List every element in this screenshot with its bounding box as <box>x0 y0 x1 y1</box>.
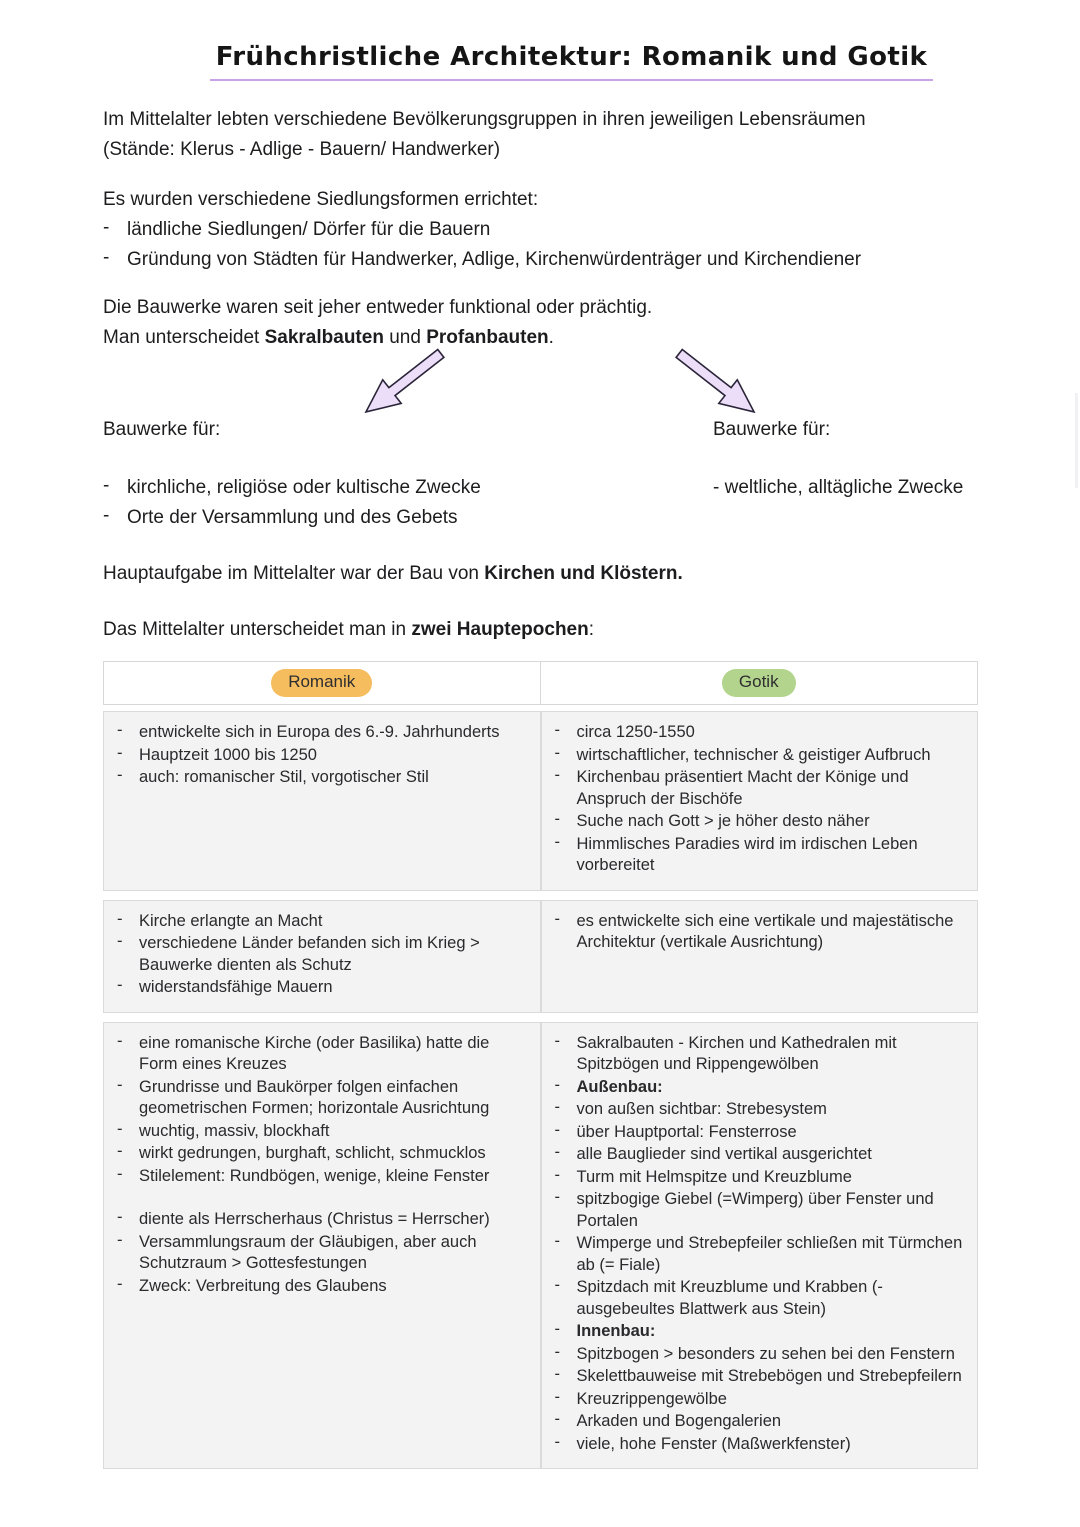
list-item-text: Wimperge und Strebepfeiler schließen mit Türmchen ab (= Fiale) <box>576 1234 963 1274</box>
list-item-text: Hauptzeit 1000 bis 1250 <box>139 745 317 764</box>
list-item <box>555 1321 965 1343</box>
dash-bullet: - <box>554 1075 560 1094</box>
list-item <box>117 1276 527 1298</box>
dash-bullet: - <box>117 1230 123 1249</box>
table-header-row <box>103 661 978 705</box>
dash-bullet: - <box>554 909 560 928</box>
dash-bullet: - <box>554 1232 560 1250</box>
list-item-text: Himmlisches Paradies wird im irdischen Leben vorbereitet <box>576 834 918 874</box>
page-edge-artifact <box>1075 393 1078 488</box>
list-item <box>555 1344 965 1366</box>
dash-bullet: - <box>117 1075 123 1094</box>
list-item <box>555 722 965 744</box>
intro-line-1: Im Mittelalter lebten verschiedene Bevölkerungsgruppen in ihren jeweiligen Lebensräumen <box>103 109 866 130</box>
down-left-arrow-icon <box>355 341 450 425</box>
arrow-annotations <box>103 355 1040 415</box>
list-item <box>555 1099 965 1121</box>
table-header-gotik <box>541 661 979 705</box>
list-item-text: Zweck: Verbreitung des Glaubens <box>139 1276 387 1295</box>
dash-bullet: - <box>554 1165 560 1184</box>
dash-bullet: - <box>103 217 110 238</box>
list-item-text: Spitzdach mit Kreuzblume und Krabben (-ausgebeultes Blattwerk aus Stein) <box>576 1278 883 1318</box>
title-row <box>103 0 1040 81</box>
dash-bullet: - <box>117 766 123 784</box>
dash-bullet: - <box>117 1031 123 1050</box>
bold-text: Kirchen und Klöstern. <box>484 563 683 584</box>
list-item-text: verschiedene Länder befanden sich im Krieg > Bauwerke dienten als Schutz <box>139 934 480 974</box>
list-item <box>117 1209 527 1231</box>
list-item-text: Arkaden und Bogengalerien <box>576 1412 782 1430</box>
list-item <box>117 911 527 933</box>
dash-bullet: - <box>554 1387 560 1406</box>
list-item <box>117 1121 527 1143</box>
list-item-text: Stilelement: Rundbögen, wenige, kleine Fenster <box>139 1166 490 1185</box>
list-item <box>555 1122 965 1144</box>
table-cell-left <box>103 900 541 1013</box>
dash-bullet: - <box>554 743 560 762</box>
table-cell-left <box>103 1022 541 1470</box>
bold-text: Sakralbauten <box>264 327 384 348</box>
list-item <box>117 722 527 744</box>
dash-bullet: - <box>554 1120 560 1139</box>
dash-bullet: - <box>554 1320 560 1338</box>
list-item-text: Kirche erlangte an Macht <box>139 911 323 930</box>
buildings-line-2: Man unterscheidet Sakralbauten und Profanbauten. <box>103 327 554 348</box>
list-item <box>555 745 965 767</box>
dash-bullet: - <box>103 247 110 268</box>
epochs-line: Das Mittelalter unterscheidet man in zwei Hauptepochen: <box>103 619 595 640</box>
bold-text: zwei Hauptepochen <box>411 619 589 640</box>
list-item <box>555 1077 965 1099</box>
dash-bullet: - <box>554 1098 560 1116</box>
dash-bullet: - <box>117 976 123 994</box>
list-item-text: Außenbau: <box>576 1077 663 1096</box>
intro-paragraph <box>103 105 983 165</box>
dash-bullet: - <box>554 1188 560 1206</box>
dash-bullet: - <box>117 1119 123 1138</box>
list-item-text: auch: romanischer Stil, vorgotischer Stil <box>139 768 429 786</box>
list-item-text: wirtschaftlicher, technischer & geistiger Aufbruch <box>576 745 931 764</box>
list-item-text: ländliche Siedlungen/ Dörfer für die Bauern <box>127 219 491 240</box>
list-item-text: es entwickelte sich eine vertikale und majestätische Architektur (vertikale Ausrichtung) <box>576 911 954 951</box>
dash-bullet: - <box>117 721 123 739</box>
list-item-text: Spitzbogen > besonders zu sehen bei den Fenstern <box>576 1344 955 1363</box>
down-right-arrow-icon <box>669 341 764 425</box>
table-cell-right <box>541 711 979 891</box>
dash-bullet: - <box>554 1143 560 1161</box>
list-item <box>555 911 965 954</box>
list-item <box>555 1167 965 1189</box>
list-item <box>555 1233 965 1276</box>
profanbauten-column <box>713 415 1043 503</box>
list-item-text: Skelettbauweise mit Strebebögen und Strebepfeilern <box>576 1367 962 1385</box>
list-item <box>117 1166 527 1188</box>
list-item <box>117 1143 527 1165</box>
list-item <box>555 834 965 877</box>
list-item <box>117 767 527 789</box>
list-item-text: Versammlungsraum der Gläubigen, aber auch Schutzraum > Gottesfestungen <box>139 1232 477 1272</box>
list-item-text: über Hauptportal: Fensterrose <box>576 1122 797 1141</box>
settlements-section <box>103 185 1040 275</box>
list-item <box>117 977 527 999</box>
table-cell-left <box>103 711 541 891</box>
dash-bullet: - <box>117 1208 123 1226</box>
bold-text: Profanbauten <box>426 327 549 348</box>
list-item-text: spitzbogige Giebel (=Wimperg) über Fenster und Portalen <box>576 1190 934 1230</box>
list-item <box>117 933 527 976</box>
settlements-lead: Es wurden verschiedene Siedlungsformen errichtet: <box>103 189 539 210</box>
list-item <box>555 811 965 833</box>
romanik-badge: Romanik <box>271 669 372 697</box>
list-item-text: Grundrisse und Baukörper folgen einfachen geometrischen Formen; horizontale Ausrichtung <box>139 1077 490 1117</box>
list-item-text: Turm mit Helmspitze und Kreuzblume <box>576 1167 852 1186</box>
table-header-romanik <box>103 661 541 705</box>
list-item-text: wirkt gedrungen, burghaft, schlicht, schmucklos <box>139 1144 486 1162</box>
dash-bullet: - <box>554 1410 560 1428</box>
dash-bullet: - <box>117 743 123 762</box>
list-item <box>103 503 1040 533</box>
list-item <box>103 245 1040 275</box>
list-item <box>555 1389 965 1411</box>
list-item <box>103 215 1040 245</box>
dash-bullet: - <box>117 1274 123 1293</box>
list-item-text: Suche nach Gott > je höher desto näher <box>576 812 870 830</box>
list-item-text: entwickelte sich in Europa des 6.-9. Jahrhunderts <box>139 723 500 741</box>
profanbauten-heading: Bauwerke für: <box>713 419 831 440</box>
dash-bullet: - <box>554 1432 560 1451</box>
profanbauten-item: - weltliche, alltägliche Zwecke <box>713 477 964 498</box>
list-item <box>555 1277 965 1320</box>
dash-bullet: - <box>554 721 560 739</box>
list-item-text: Orte der Versammlung und des Gebets <box>127 507 458 528</box>
dash-bullet: - <box>103 505 110 526</box>
dash-bullet: - <box>554 1342 560 1361</box>
list-item-text: alle Bauglieder sind vertikal ausgerichtet <box>576 1145 872 1163</box>
dash-bullet: - <box>554 1365 560 1383</box>
list-item <box>555 1366 965 1388</box>
list-item-text: circa 1250-1550 <box>576 723 695 741</box>
list-item <box>117 1232 527 1275</box>
dash-bullet: - <box>554 766 560 784</box>
list-item-text: kirchliche, religiöse oder kultische Zwecke <box>127 477 481 498</box>
dash-bullet: - <box>554 810 560 828</box>
split-columns <box>103 415 1040 645</box>
list-item <box>555 1189 965 1232</box>
list-gap <box>117 1188 527 1209</box>
list-item <box>555 767 965 810</box>
list-item <box>117 1077 527 1120</box>
list-item-text: Kirchenbau präsentiert Macht der Könige und Anspruch der Bischöfe <box>576 768 909 808</box>
table-cell-right <box>541 900 979 1013</box>
list-item <box>555 1033 965 1076</box>
dash-bullet: - <box>554 832 560 851</box>
list-item <box>117 1033 527 1076</box>
page-title: Frühchristliche Architektur: Romanik und Gotik <box>210 42 933 81</box>
main-task-line: Hauptaufgabe im Mittelalter war der Bau von Kirchen und Klöstern. <box>103 563 683 584</box>
table-cell-right <box>541 1022 979 1470</box>
buildings-section <box>103 293 1040 353</box>
intro-line-2: (Stände: Klerus - Adlige - Bauern/ Handwerker) <box>103 139 501 160</box>
dash-bullet: - <box>117 932 123 950</box>
list-item-text: Sakralbauten - Kirchen und Kathedralen mit Spitzbögen und Rippengewölben <box>576 1033 897 1073</box>
dash-bullet: - <box>554 1031 560 1050</box>
list-item <box>555 1434 965 1456</box>
dash-bullet: - <box>103 475 110 496</box>
gotik-badge: Gotik <box>722 669 796 697</box>
dash-bullet: - <box>117 1164 123 1183</box>
list-item <box>555 1411 965 1433</box>
list-item-text: viele, hohe Fenster (Maßwerkfenster) <box>576 1434 851 1453</box>
list-item-text: eine romanische Kirche (oder Basilika) hatte die Form eines Kreuzes <box>139 1033 490 1073</box>
list-item-text: widerstandsfähige Mauern <box>139 978 333 996</box>
list-item-text: Innenbau: <box>576 1322 656 1340</box>
list-item <box>555 1144 965 1166</box>
list-item-text: Kreuzrippengewölbe <box>576 1389 727 1408</box>
dash-bullet: - <box>117 909 123 928</box>
sakralbauten-heading: Bauwerke für: <box>103 419 221 440</box>
list-item-text: diente als Herrscherhaus (Christus = Herrscher) <box>139 1210 490 1228</box>
list-item-text: Gründung von Städten für Handwerker, Adlige, Kirchenwürdenträger und Kirchendiener <box>127 249 862 270</box>
buildings-line-1: Die Bauwerke waren seit jeher entweder funktional oder prächtig. <box>103 297 653 318</box>
epochs-table <box>103 661 978 1469</box>
list-item <box>117 745 527 767</box>
list-item-text: von außen sichtbar: Strebesystem <box>576 1100 827 1118</box>
settlements-list <box>103 215 1040 275</box>
table-body <box>103 711 978 1469</box>
dash-bullet: - <box>554 1276 560 1294</box>
dash-bullet: - <box>117 1142 123 1160</box>
list-item-text: wuchtig, massiv, blockhaft <box>139 1121 330 1140</box>
